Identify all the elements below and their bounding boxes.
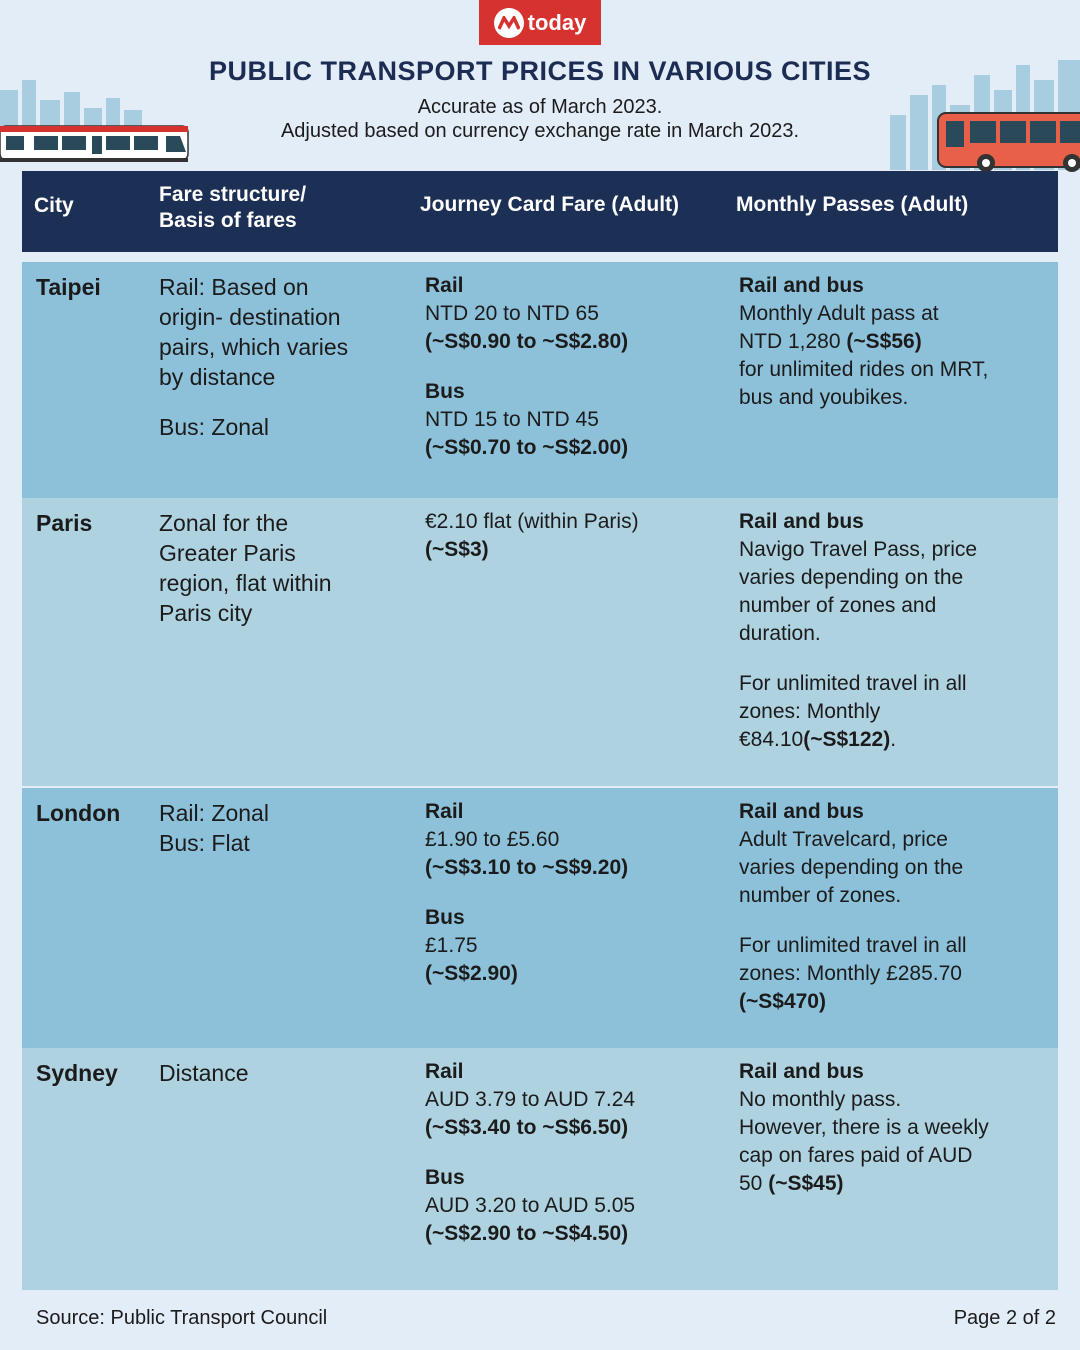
fare-line: Rail: Zonal <box>159 800 269 826</box>
table-row-paris <box>22 498 1058 786</box>
journey-fare <box>425 272 725 462</box>
fare-structure <box>159 272 389 442</box>
monthly-sgd: (~S$470) <box>739 990 826 1013</box>
city-name: London <box>36 800 121 826</box>
monthly-line: duration. <box>739 622 821 645</box>
journey-heading: Rail <box>425 1060 464 1083</box>
journey-fare <box>425 1058 725 1248</box>
monthly-line <box>739 1170 1039 1198</box>
journey-line: €2.10 flat (within Paris) <box>425 510 639 533</box>
journey-sgd: (~S$3.10 to ~S$9.20) <box>425 856 629 879</box>
journey-line: NTD 20 to NTD 65 <box>425 302 599 325</box>
col-monthly: Monthly Passes (Adult) <box>736 193 969 216</box>
fare-line: Zonal for the <box>159 510 289 536</box>
fare-line: Rail: Based on <box>159 274 309 300</box>
journey-sgd: (~S$3.40 to ~S$6.50) <box>425 1116 629 1139</box>
subtitle-exchange: Adjusted based on currency exchange rate in March 2023. <box>280 120 800 142</box>
monthly-sgd: (~S$45) <box>768 1172 844 1195</box>
journey-heading: Rail <box>425 800 464 823</box>
journey-line: AUD 3.79 to AUD 7.24 <box>425 1088 636 1111</box>
journey-line: £1.90 to £5.60 <box>425 828 560 851</box>
table-row-london <box>22 788 1058 1048</box>
monthly-line: varies depending on the <box>739 856 964 879</box>
monthly-sgd: (~S$56) <box>846 330 922 353</box>
journey-heading: Rail <box>425 274 464 297</box>
fare-line: Distance <box>159 1060 249 1086</box>
monthly-line: For unlimited travel in all <box>739 672 967 695</box>
monthly-text: . <box>890 728 897 751</box>
page-indicator: Page 2 of 2 <box>953 1307 1056 1329</box>
monthly-sgd: (~S$122) <box>803 728 891 751</box>
monthly-line: varies depending on the <box>739 566 964 589</box>
train-icon <box>0 126 188 162</box>
fare-structure <box>159 508 389 628</box>
monthly-text: €84.10 <box>739 728 804 751</box>
fare-line: Greater Paris <box>159 540 296 566</box>
monthly-line: Navigo Travel Pass, price <box>739 538 978 561</box>
journey-line: NTD 15 to NTD 45 <box>425 408 599 431</box>
journey-sgd: (~S$2.90) <box>425 962 518 985</box>
fare-line: pairs, which varies <box>159 334 349 360</box>
city-name: Taipei <box>36 274 101 300</box>
skyline-bus-illustration <box>890 55 1080 175</box>
fare-line: region, flat within <box>159 570 332 596</box>
monthly-text: 50 <box>739 1172 769 1195</box>
monthly-pass <box>739 798 1039 1016</box>
fare-line: origin- destination <box>159 304 341 330</box>
monthly-line: For unlimited travel in all <box>739 934 967 957</box>
monthly-line: Monthly Adult pass at <box>739 302 939 325</box>
monthly-line: number of zones. <box>739 884 902 907</box>
bus-icon <box>938 113 1080 172</box>
journey-heading: Bus <box>425 906 465 929</box>
journey-fare <box>425 798 725 988</box>
monthly-text: NTD 1,280 <box>739 330 847 353</box>
journey-fare <box>425 508 725 564</box>
page-title: PUBLIC TRANSPORT PRICES IN VARIOUS CITIES <box>208 56 872 86</box>
fare-line: by distance <box>159 364 276 390</box>
col-fare-structure <box>159 182 306 234</box>
skyline-train-illustration <box>0 80 200 172</box>
monthly-line: No monthly pass. <box>739 1088 902 1111</box>
journey-line: AUD 3.20 to AUD 5.05 <box>425 1194 636 1217</box>
col-fare-line2: Basis of fares <box>159 209 297 232</box>
fare-line: Paris city <box>159 600 253 626</box>
journey-sgd: (~S$2.90 to ~S$4.50) <box>425 1222 629 1245</box>
col-city: City <box>34 194 74 217</box>
journey-sgd: (~S$0.90 to ~S$2.80) <box>425 330 629 353</box>
monthly-heading: Rail and bus <box>739 800 864 823</box>
monthly-pass <box>739 508 1039 754</box>
table-header <box>22 171 1058 252</box>
monthly-line: number of zones and <box>739 594 937 617</box>
monthly-line: zones: Monthly £285.70 <box>739 962 962 985</box>
monthly-heading: Rail and bus <box>739 274 864 297</box>
journey-sgd: (~S$3) <box>425 538 489 561</box>
monthly-line: for unlimited rides on MRT, <box>739 358 989 381</box>
fare-line: Bus: Zonal <box>159 414 269 440</box>
city-name: Paris <box>36 510 93 536</box>
col-journey: Journey Card Fare (Adult) <box>420 193 680 216</box>
monthly-line <box>739 726 1039 754</box>
fare-line: Bus: Flat <box>159 830 250 856</box>
monthly-line: bus and youbikes. <box>739 386 909 409</box>
fare-structure <box>159 798 389 858</box>
today-logo <box>479 0 601 45</box>
monthly-pass <box>739 1058 1039 1198</box>
today-logo-icon <box>494 8 524 38</box>
subtitle-date: Accurate as of March 2023. <box>417 96 663 118</box>
monthly-line: However, there is a weekly <box>739 1116 989 1139</box>
col-fare-line1: Fare structure/ <box>159 183 307 206</box>
table-row-taipei <box>22 262 1058 498</box>
monthly-heading: Rail and bus <box>739 1060 864 1083</box>
fare-structure <box>159 1058 389 1088</box>
journey-heading: Bus <box>425 1166 465 1189</box>
monthly-heading: Rail and bus <box>739 510 864 533</box>
logo-text: today <box>527 9 587 35</box>
table-row-sydney <box>22 1048 1058 1290</box>
journey-sgd: (~S$0.70 to ~S$2.00) <box>425 436 629 459</box>
monthly-line: Adult Travelcard, price <box>739 828 948 851</box>
journey-heading: Bus <box>425 380 465 403</box>
monthly-pass <box>739 272 1039 412</box>
journey-line: £1.75 <box>425 934 478 957</box>
city-name: Sydney <box>36 1060 118 1086</box>
monthly-line: cap on fares paid of AUD <box>739 1144 973 1167</box>
monthly-line: zones: Monthly <box>739 700 881 723</box>
monthly-line <box>739 328 1039 356</box>
source-note: Source: Public Transport Council <box>36 1307 328 1329</box>
